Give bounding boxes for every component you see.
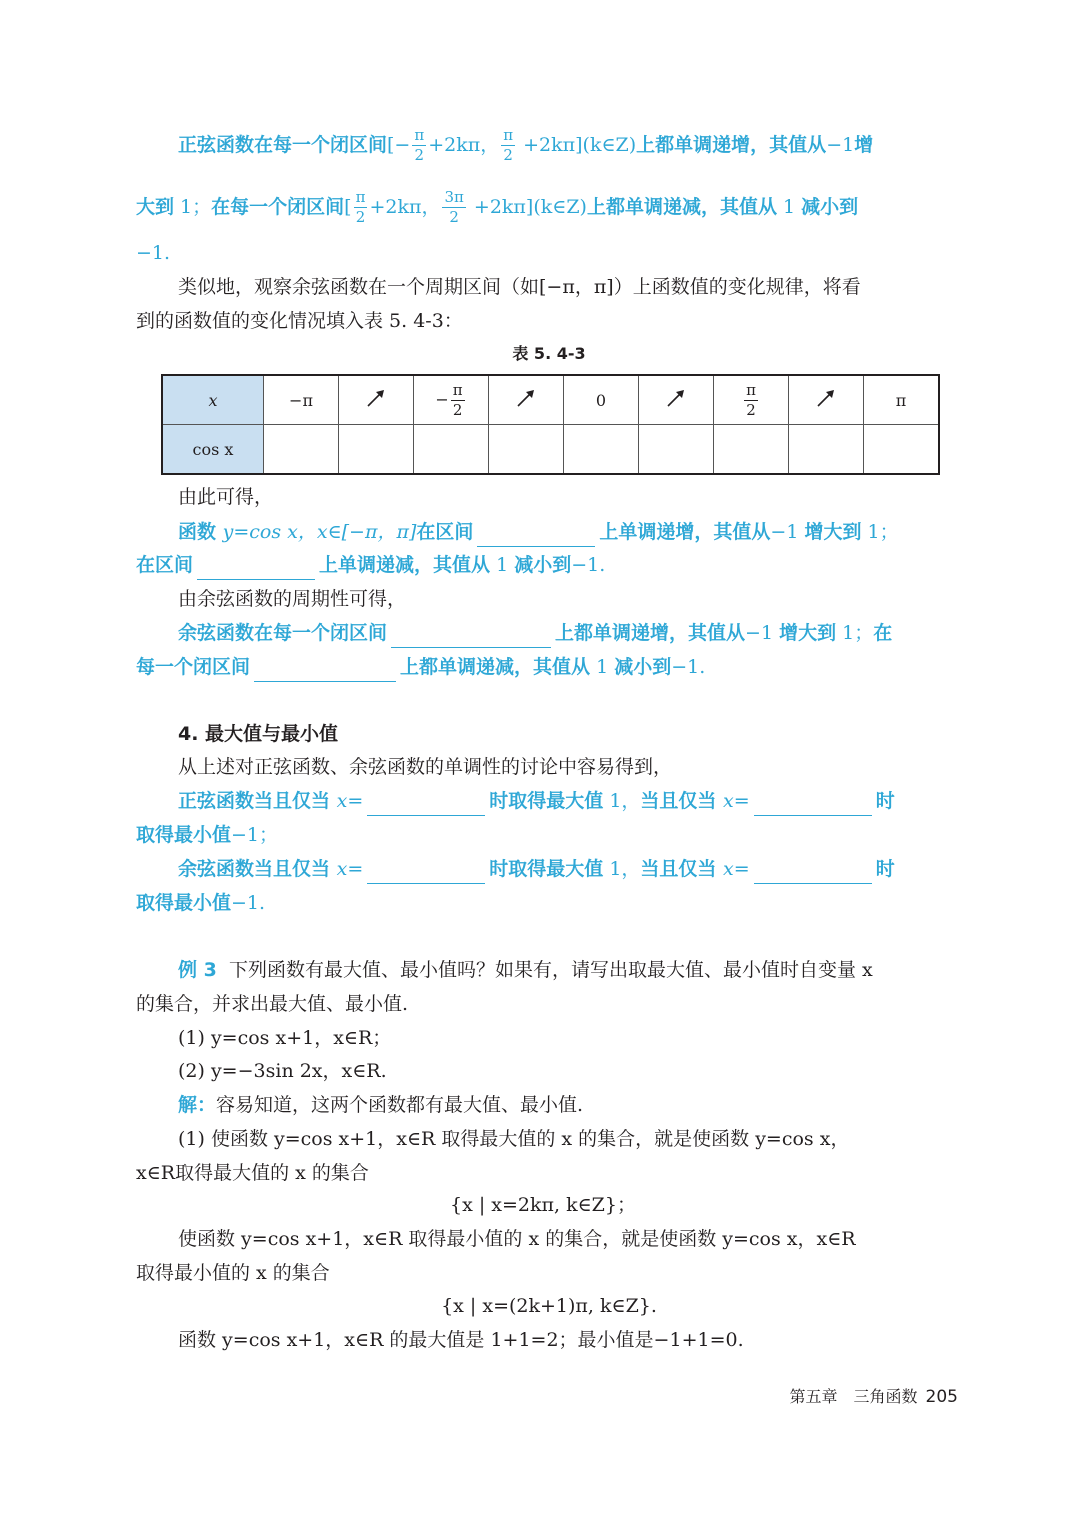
fraction-pi-over-2 xyxy=(412,128,426,163)
paragraph-line: 取得最小值的 x 的集合 xyxy=(136,1262,330,1284)
term: +2kπ， xyxy=(369,196,441,218)
table-header-x: x xyxy=(162,375,264,425)
term: +2kπ](k∈Z) xyxy=(517,134,637,156)
page-footer xyxy=(790,1384,958,1407)
table-cell-empty xyxy=(339,425,414,475)
text: 在每一个闭区间 xyxy=(211,196,345,218)
table-row-cos xyxy=(162,425,939,475)
example-label: 例 3 xyxy=(178,959,217,981)
value: −1. xyxy=(231,892,266,914)
value: 1 xyxy=(590,656,615,678)
text: 在区间 xyxy=(136,554,194,576)
text: 当且仅当 xyxy=(640,858,724,880)
answer-blank[interactable] xyxy=(254,659,396,682)
paragraph-line: 从上述对正弦函数、余弦函数的单调性的讨论中容易得到， xyxy=(178,756,673,778)
question-2: (2) y=−3sin 2x，x∈R. xyxy=(178,1060,387,1082)
table-cell: −π xyxy=(264,375,339,425)
text: 时 xyxy=(875,790,895,812)
text: 上单调递增，其值从 xyxy=(599,521,771,543)
value: 1 xyxy=(490,554,515,576)
text: 正弦函数在每一个闭区间 xyxy=(178,134,388,156)
paragraph-line: (1) 使函数 y=cos x+1，x∈R 取得最大值的 x 的集合，就是使函数 y=cos x， xyxy=(178,1128,850,1150)
value: −1. xyxy=(571,554,606,576)
increase-arrow-icon xyxy=(489,375,564,425)
paragraph-line: 的集合，并求出最大值、最小值. xyxy=(136,993,409,1015)
fraction-pi-over-2 xyxy=(744,380,758,419)
paragraph-line: 由此可得， xyxy=(178,486,274,508)
table-cell-empty xyxy=(864,425,940,475)
sine-extrema-line-2 xyxy=(136,820,278,850)
formula: x= xyxy=(336,790,364,812)
text: 增 xyxy=(854,134,874,156)
table-cell-empty xyxy=(264,425,339,475)
sine-increase-line-2 xyxy=(136,190,858,225)
term: +2kπ](k∈Z) xyxy=(467,196,587,218)
text: 减小到 xyxy=(514,554,572,576)
text: 在 xyxy=(873,622,893,644)
numerator: 3π xyxy=(444,188,464,206)
numerator: π xyxy=(746,380,756,399)
table-cell-empty xyxy=(414,425,489,475)
text: 正弦函数当且仅当 xyxy=(178,790,337,812)
paragraph-line: 函数 y=cos x+1，x∈R 的最大值是 1+1=2；最小值是−1+1=0. xyxy=(178,1329,744,1351)
paragraph-line: x∈R取得最大值的 x 的集合 xyxy=(136,1162,369,1184)
cos-extrema-line-1 xyxy=(178,854,895,884)
table-cell-empty xyxy=(489,425,564,475)
answer-blank[interactable] xyxy=(367,861,485,884)
denominator: 2 xyxy=(449,208,459,226)
solution-label: 解： xyxy=(178,1094,217,1116)
text: 减小到 xyxy=(614,656,672,678)
answer-blank[interactable] xyxy=(754,793,872,816)
text: 函数 xyxy=(178,521,223,543)
fraction-pi-over-2 xyxy=(354,190,368,225)
value: −1 xyxy=(770,521,805,543)
cosine-table xyxy=(161,374,940,475)
set-formula-2: {x | x=(2k+1)π, k∈Z}. xyxy=(441,1295,657,1317)
text: 增大到 xyxy=(804,521,862,543)
value: 1， xyxy=(603,790,641,812)
formula: x= xyxy=(723,790,750,812)
value: 1； xyxy=(836,622,874,644)
answer-blank[interactable] xyxy=(197,557,315,580)
page-number: 205 xyxy=(925,1387,958,1407)
answer-blank[interactable] xyxy=(367,793,485,816)
text: 大到 xyxy=(136,196,175,218)
value: 1； xyxy=(174,196,212,218)
text: 取得最小值 xyxy=(136,892,232,914)
increase-arrow-icon xyxy=(789,375,864,425)
numerator: π xyxy=(414,126,425,144)
cos-extrema-line-2 xyxy=(136,888,265,918)
table-header-cos: cos x xyxy=(162,425,264,475)
numerator: π xyxy=(452,380,463,399)
minus-sign: − xyxy=(435,389,449,409)
value: −1. xyxy=(671,656,706,678)
text: 时取得最大值 xyxy=(489,858,604,880)
fraction-3pi-over-2 xyxy=(442,190,465,225)
example-line-1 xyxy=(178,955,873,985)
text: 上单调递减，其值从 xyxy=(319,554,491,576)
text: 减小到 xyxy=(801,196,859,218)
formula: y=cos x，x∈[−π，π] xyxy=(222,521,417,543)
text: 上都单调递减，其值从 xyxy=(586,196,777,218)
fraction-pi-over-2 xyxy=(501,128,515,163)
value: −1. xyxy=(136,242,171,264)
increase-arrow-icon xyxy=(339,375,414,425)
value: −1 xyxy=(826,134,855,156)
table-cell xyxy=(714,375,789,425)
answer-blank[interactable] xyxy=(391,625,551,648)
table-cell xyxy=(414,375,489,425)
table-cell-empty xyxy=(789,425,864,475)
value: 1， xyxy=(603,858,641,880)
sine-increase-line-3 xyxy=(136,238,170,268)
fraction-pi-over-2 xyxy=(451,380,465,419)
text: 每一个闭区间 xyxy=(136,656,251,678)
formula: x= xyxy=(336,858,364,880)
text: 上都单调递减，其值从 xyxy=(400,656,591,678)
numerator: π xyxy=(503,126,514,144)
paragraph-line: 使函数 y=cos x+1，x∈R 取得最小值的 x 的集合，就是使函数 y=cos x，x∈R xyxy=(178,1228,856,1250)
denominator: 2 xyxy=(414,146,425,164)
text: 下列函数有最大值、最小值吗？如果有，请写出取最大值、最小值时自变量 x xyxy=(228,959,873,981)
cos-periodic-line-1 xyxy=(178,618,892,648)
denominator: 2 xyxy=(503,146,513,164)
answer-blank[interactable] xyxy=(477,524,595,547)
text: 取得最小值 xyxy=(136,824,232,846)
increase-arrow-icon xyxy=(639,375,714,425)
paragraph-line: 到的函数值的变化情况填入表 5. 4-3： xyxy=(136,310,463,332)
denominator: 2 xyxy=(355,208,366,226)
question-1: (1) y=cos x+1，x∈R； xyxy=(178,1027,392,1049)
text: 容易知道，这两个函数都有最大值、最小值. xyxy=(216,1094,584,1116)
value: −1 xyxy=(745,622,780,644)
text: 余弦函数当且仅当 xyxy=(178,858,337,880)
bracket: [ xyxy=(344,196,352,218)
text: 上都单调递增，其值从 xyxy=(555,622,746,644)
table-caption: 表 5. 4-3 xyxy=(512,344,586,363)
value: 1 xyxy=(776,196,802,218)
solution-line xyxy=(178,1090,583,1120)
text: 增大到 xyxy=(779,622,837,644)
table-cell: π xyxy=(864,375,940,425)
text: 上都单调递增，其值从 xyxy=(636,134,827,156)
set-formula-1: {x | x=2kπ, k∈Z}； xyxy=(450,1194,636,1216)
chapter-title: 第五章 三角函数 xyxy=(789,1387,918,1406)
text: 时 xyxy=(875,858,895,880)
text: 余弦函数在每一个闭区间 xyxy=(178,622,388,644)
table-cell: 0 xyxy=(564,375,639,425)
formula: x= xyxy=(723,858,750,880)
table-cell-empty xyxy=(564,425,639,475)
denominator: 2 xyxy=(746,400,756,419)
text: 在区间 xyxy=(416,521,474,543)
cos-interval-line-1 xyxy=(178,517,899,547)
sine-extrema-line-1 xyxy=(178,786,895,816)
value: −1； xyxy=(231,824,279,846)
section-title: 4. 最大值与最小值 xyxy=(178,723,339,745)
table-cell-empty xyxy=(714,425,789,475)
table-cell-empty xyxy=(639,425,714,475)
numerator: π xyxy=(355,188,366,206)
text: 时取得最大值 xyxy=(489,790,604,812)
value: 1； xyxy=(861,521,899,543)
answer-blank[interactable] xyxy=(754,861,872,884)
denominator: 2 xyxy=(452,400,463,419)
cos-interval-line-2 xyxy=(136,550,605,580)
cos-periodic-line-2 xyxy=(136,652,705,682)
paragraph-line: 类似地，观察余弦函数在一个周期区间（如[−π，π]）上函数值的变化规律，将看 xyxy=(178,276,861,298)
table-row-x xyxy=(162,375,939,425)
term: +2kπ， xyxy=(428,134,500,156)
text: 当且仅当 xyxy=(640,790,724,812)
sine-increase-line-1 xyxy=(178,128,873,163)
bracket: [− xyxy=(387,134,411,156)
paragraph-line: 由余弦函数的周期性可得， xyxy=(178,588,407,610)
